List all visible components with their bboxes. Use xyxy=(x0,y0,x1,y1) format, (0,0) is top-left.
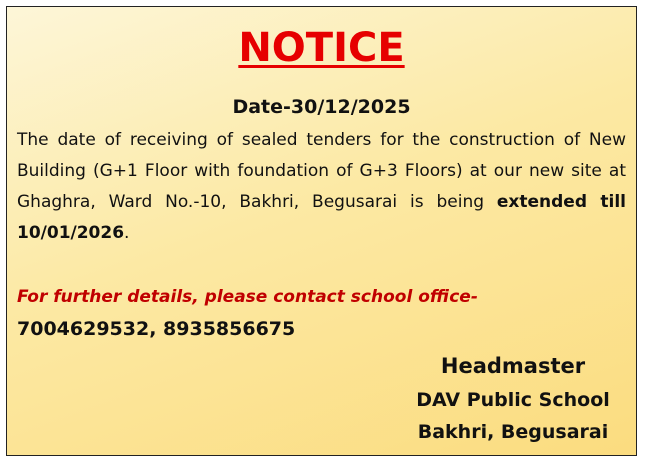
signatory-place: Bakhri, Begusarai xyxy=(417,421,609,443)
notice-body-text: The date of receiving of sealed tenders for the construction of New Building (G+1 Floor with foundation of G+3 Floors) at our new site at Ghaghra, Ward No.-10, Bakhri, Begusarai is being xyxy=(17,130,626,212)
notice-body-end: . xyxy=(124,223,130,243)
notice-title-text: NOTICE xyxy=(238,25,405,71)
signatory-title: Headmaster xyxy=(440,354,586,378)
signatory-school: DAV Public School xyxy=(416,389,610,411)
contact-phone-numbers: 7004629532, 8935856675 xyxy=(17,318,296,340)
notice-extension-text: extended till 10/01/2026 xyxy=(17,192,626,243)
contact-label: For further details, please contact school office- xyxy=(17,287,478,307)
notice-body xyxy=(17,125,626,249)
notice-frame xyxy=(6,6,637,456)
notice-date: Date-30/12/2025 xyxy=(232,96,411,118)
notice-title xyxy=(7,24,636,72)
